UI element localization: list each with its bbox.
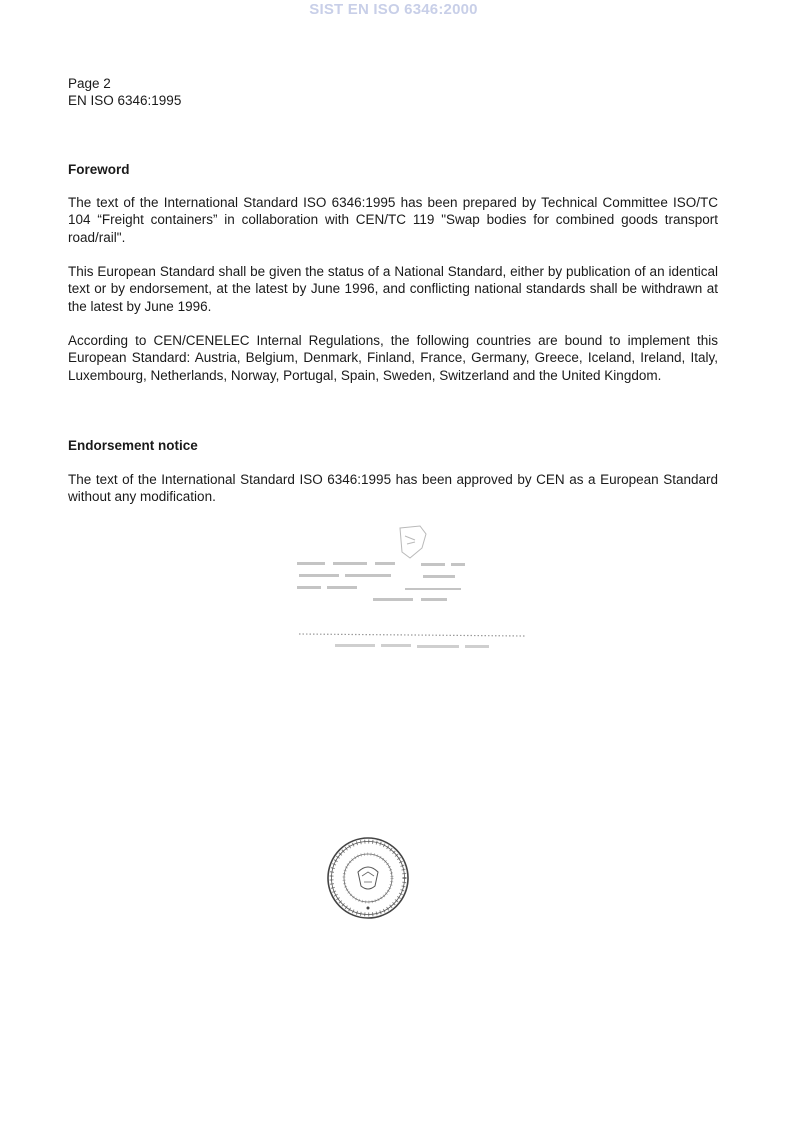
seal-graphic	[326, 836, 410, 920]
foreword-heading: Foreword	[68, 162, 130, 177]
faded-stamp-icon	[225, 522, 545, 662]
watermark-header: SIST EN ISO 6346:2000	[309, 1, 478, 18]
page-reference	[68, 75, 181, 109]
page-number: Page 2	[68, 76, 111, 91]
foreword-paragraph-2: This European Standard shall be given the status of a National Standard, either by publication of an identical text or by endorsement, at the latest by June 1996, and conflicting national standards shall be withdrawn at the latest by June 1996.	[68, 264, 718, 314]
foreword-paragraph-3: According to CEN/CENELEC Internal Regulations, the following countries are bound to implement this European Standard: Austria, Belgium, Denmark, Finland, France, Germany, Greece, Iceland, Ireland, Italy, Luxembourg, Netherlands, Norway, Portugal, Spain, Sweden, Switzerland and the United Kingdom.	[68, 333, 718, 383]
faded-stamp-graphic	[225, 522, 545, 662]
foreword-paragraph-1: The text of the International Standard ISO 6346:1995 has been prepared by Technical Committee ISO/TC 104 “Freight containers” in collaboration with CEN/TC 119 "Swap bodies for combined goods transport road/rail".	[68, 195, 718, 245]
circular-seal-icon	[326, 836, 410, 920]
endorsement-paragraph: The text of the International Standard ISO 6346:1995 has been approved by CEN as a European Standard without any modification.	[68, 472, 718, 505]
endorsement-heading: Endorsement notice	[68, 438, 198, 453]
document-id: EN ISO 6346:1995	[68, 93, 182, 108]
